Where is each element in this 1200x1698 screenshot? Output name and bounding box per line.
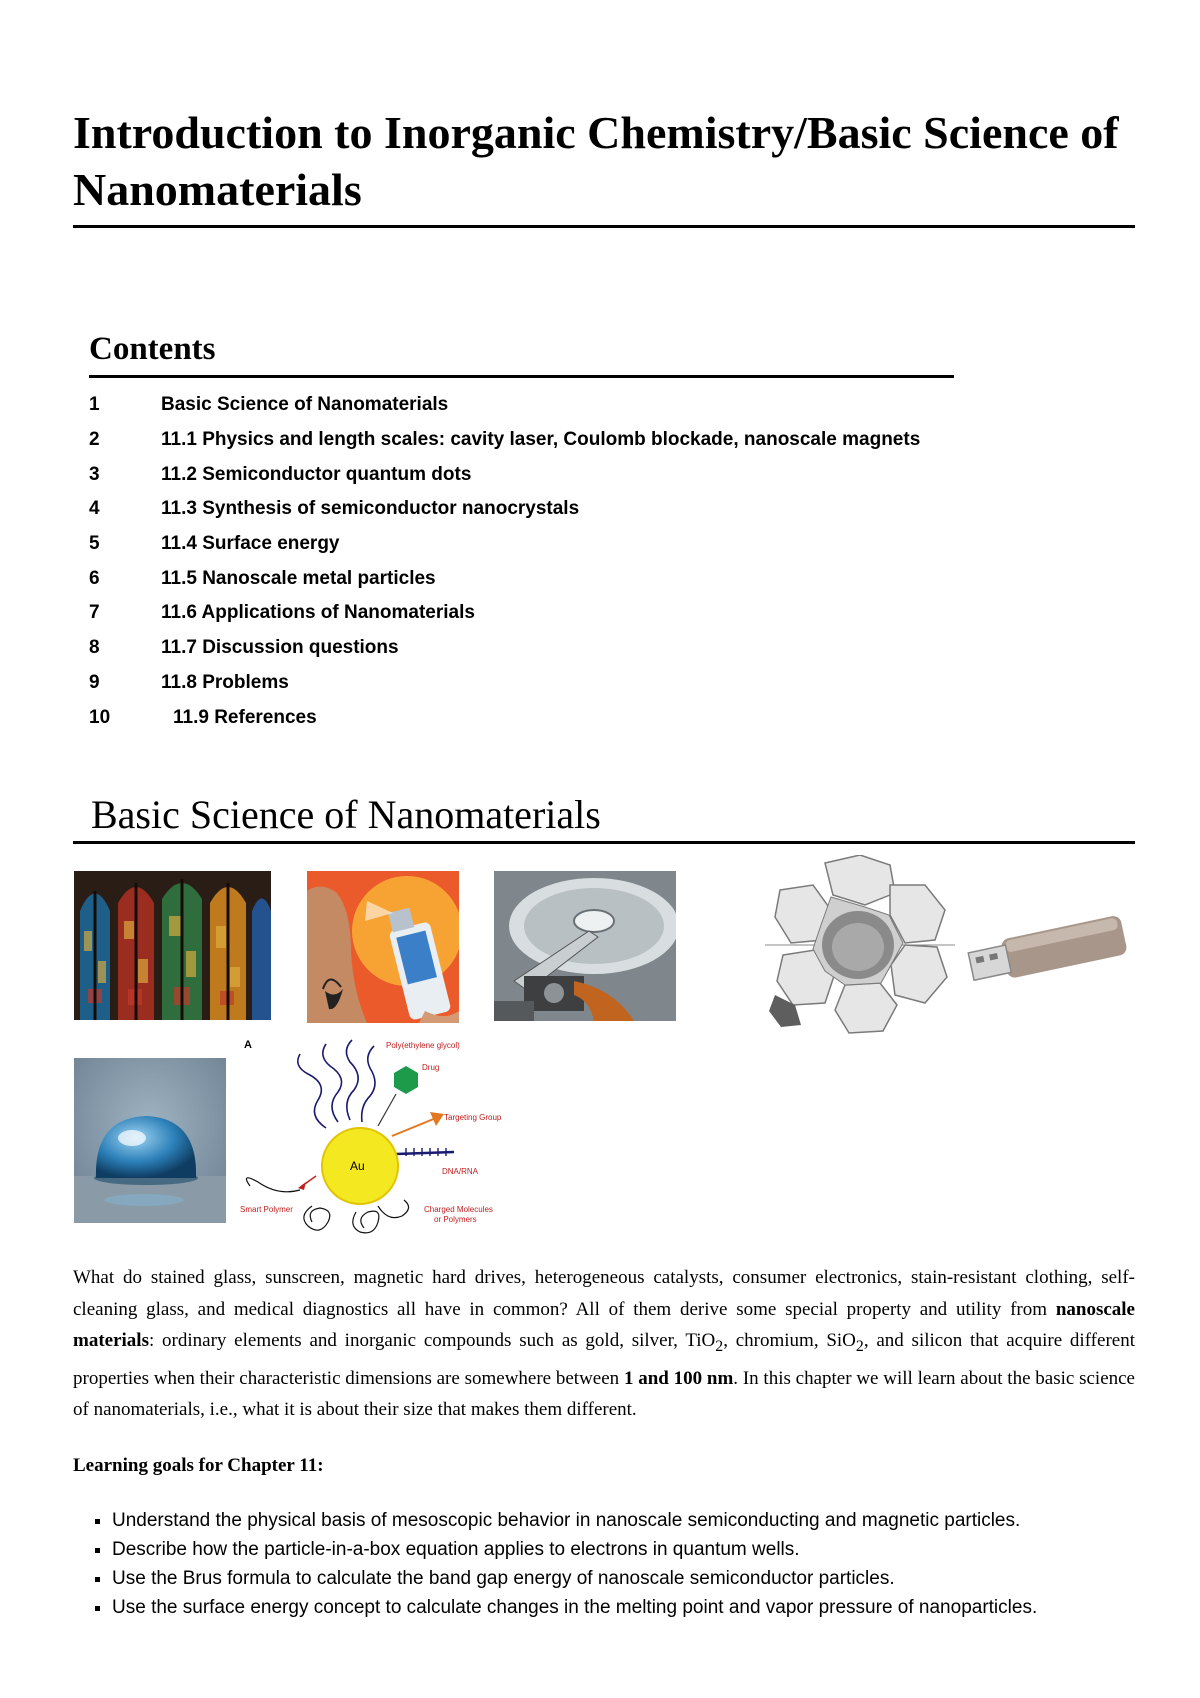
subscript: 2: [855, 1337, 864, 1355]
sunscreen-image: [307, 871, 459, 1023]
toc-item[interactable]: [89, 388, 920, 423]
learning-goals-heading: Learning goals for Chapter 11:: [73, 1455, 324, 1476]
learning-goals-list: [90, 1506, 1037, 1622]
learning-goal-item: ▪ Use the surface energy concept to calculate changes in the melting point and vapor pressure of nanoparticles.: [112, 1593, 1037, 1622]
toc-number: 4: [89, 498, 100, 520]
dna-rna-label: DNA/RNA: [442, 1167, 479, 1176]
charged-molecules-label: Charged Molecules: [424, 1205, 493, 1214]
toc-item[interactable]: [89, 457, 920, 492]
toc-number: 3: [89, 463, 100, 485]
stained-glass-image: [74, 871, 271, 1020]
toc-link[interactable]: 11.6 Applications of Nanomaterials: [161, 602, 475, 624]
toc-number: 5: [89, 533, 100, 555]
contents-heading: Contents: [89, 331, 216, 367]
toc-number: 6: [89, 567, 100, 589]
intro-text: , chromium, SiO: [723, 1330, 856, 1352]
toc-item[interactable]: [89, 631, 920, 666]
toc-number: 2: [89, 429, 100, 451]
section-heading: Basic Science of Nanomaterials: [91, 792, 601, 837]
toc-link[interactable]: 11.2 Semiconductor quantum dots: [161, 463, 472, 485]
intro-text: What do stained glass, sunscreen, magnetic hard drives, heterogeneous catalysts, consumer electronics, stain-resistant clothing, self-cleaning glass, and medical diagnostics all have in common? All of them derive some special property and utility from: [73, 1267, 1135, 1320]
intro-paragraph: [73, 1262, 1135, 1426]
gold-core-label: Au: [350, 1159, 365, 1173]
toc-item[interactable]: [89, 700, 920, 735]
toc-link[interactable]: 11.9 References: [173, 706, 317, 728]
subscript: 2: [715, 1337, 724, 1355]
toc-link[interactable]: 11.5 Nanoscale metal particles: [161, 567, 436, 589]
toc-link[interactable]: 11.4 Surface energy: [161, 533, 340, 555]
learning-goal-item: ▪ Understand the physical basis of mesoscopic behavior in nanoscale semiconducting and magnetic particles.: [112, 1506, 1037, 1535]
toc-number: 7: [89, 602, 100, 624]
page-title: Introduction to Inorganic Chemistry/Basic Science of Nanomaterials: [73, 107, 1119, 215]
drug-label: Drug: [422, 1063, 440, 1072]
figure-panel-label: A: [244, 1039, 252, 1051]
intro-text: , and silicon that acquire different properties when their characteristic dimensions are somewhere between: [73, 1330, 1135, 1389]
toc-number: 8: [89, 637, 100, 659]
gold-nanoparticle-diagram: [238, 1036, 518, 1240]
toc-item[interactable]: [89, 561, 920, 596]
toc-link[interactable]: Basic Science of Nanomaterials: [161, 394, 449, 416]
zeolite-structure-image: [765, 855, 955, 1035]
hard-drive-image: [494, 871, 676, 1021]
contents-divider: [89, 375, 954, 378]
usb-drive-image: [963, 908, 1135, 988]
smart-polymer-label: Smart Polymer: [240, 1205, 293, 1214]
peg-label: Poly(ethylene glycol): [386, 1041, 460, 1050]
intro-text: . In this chapter we will learn about the basic science of nanomaterials, i.e., what it is about their size that makes them different.: [73, 1367, 1135, 1421]
learning-goal-item: ▪ Describe how the particle-in-a-box equation applies to electrons in quantum wells.: [112, 1535, 1037, 1564]
targeting-group-label: Targeting Group: [444, 1113, 502, 1122]
intro-bold-term: nanoscale materials: [73, 1298, 1135, 1352]
toc-link[interactable]: 11.1 Physics and length scales: cavity laser, Coulomb blockade, nanoscale magnets: [161, 429, 921, 451]
toc-link[interactable]: 11.3 Synthesis of semiconductor nanocrystals: [161, 498, 580, 520]
toc-item[interactable]: [89, 492, 920, 527]
water-droplet-image: [74, 1058, 226, 1223]
toc-item[interactable]: [89, 527, 920, 562]
toc-item[interactable]: [89, 423, 920, 458]
learning-goal-item: ▪ Use the Brus formula to calculate the band gap energy of nanoscale semiconductor particles.: [112, 1564, 1037, 1593]
toc-number: 1: [89, 394, 100, 416]
intro-bold-range: 1 and 100 nm: [623, 1367, 734, 1389]
intro-text: : ordinary elements and inorganic compounds such as gold, silver, TiO: [148, 1330, 716, 1352]
toc-number: 10: [89, 706, 111, 728]
section-divider: [73, 841, 1135, 844]
table-of-contents: [89, 388, 920, 735]
toc-number: 9: [89, 671, 100, 693]
toc-link[interactable]: 11.7 Discussion questions: [161, 637, 399, 659]
title-divider: [73, 225, 1135, 228]
toc-item[interactable]: [89, 666, 920, 701]
charged-polymers-label: or Polymers: [434, 1215, 477, 1224]
toc-item[interactable]: [89, 596, 920, 631]
toc-link[interactable]: 11.8 Problems: [161, 671, 289, 693]
